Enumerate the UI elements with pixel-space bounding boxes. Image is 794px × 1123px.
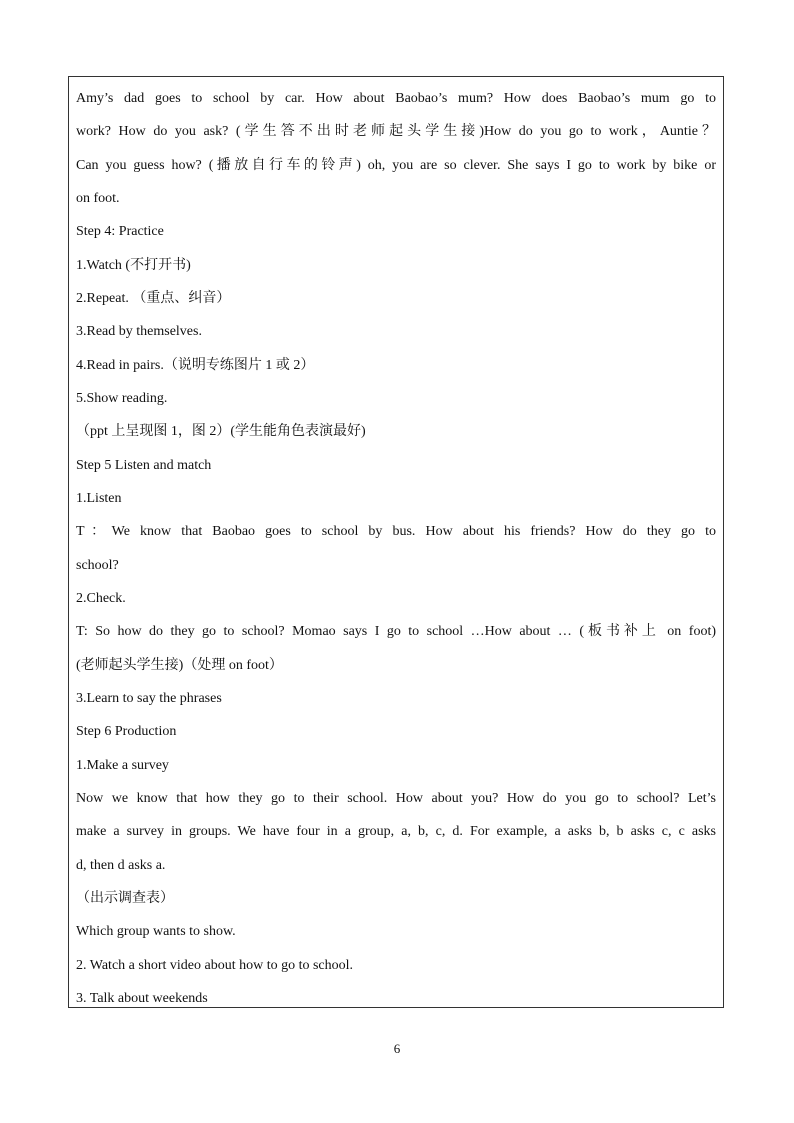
text-line: (老师起头学生接)（处理 on foot） bbox=[76, 658, 283, 673]
text-line: d, then d asks a. bbox=[76, 858, 166, 873]
text-line: make a survey in groups. We have four in a group, a, b, c, d. For example, a asks b, b asks c, c asks bbox=[76, 824, 716, 839]
step-heading: Step 4: Practice bbox=[76, 224, 164, 239]
text-line: 5.Show reading. bbox=[76, 391, 168, 406]
text-line: 1.Listen bbox=[76, 491, 122, 506]
text-line: （出示调查表） bbox=[76, 891, 174, 906]
page-number: 6 bbox=[393, 1041, 401, 1056]
text-line: school? bbox=[76, 558, 119, 573]
text-line: T：We know that Baobao goes to school by bus. How about his friends? How do they go to bbox=[76, 524, 716, 539]
text-line: T: So how do they go to school? Momao says I go to school …How about … (板书补上 on foot) bbox=[76, 624, 716, 639]
lesson-plan-table-cell bbox=[68, 76, 724, 1008]
text-line: 1.Watch (不打开书) bbox=[76, 258, 191, 273]
text-line: 2.Repeat. （重点、纠音） bbox=[76, 291, 231, 306]
step-heading: Step 5 Listen and match bbox=[76, 458, 212, 473]
text-line: 3.Read by themselves. bbox=[76, 324, 202, 339]
text-line: Which group wants to show. bbox=[76, 924, 236, 939]
text-line: 4.Read in pairs.（说明专练图片 1 或 2） bbox=[76, 358, 315, 373]
text-line: 1.Make a survey bbox=[76, 758, 169, 773]
text-line: Amy’s dad goes to school by car. How about Baobao’s mum? How does Baobao’s mum go to bbox=[76, 91, 716, 106]
text-line: 3.Learn to say the phrases bbox=[76, 691, 222, 706]
text-line: （ppt 上呈现图 1，图 2）(学生能角色表演最好) bbox=[76, 424, 366, 439]
text-line: Now we know that how they go to their school. How about you? How do you go to school? Let’s bbox=[76, 791, 716, 806]
step-heading: Step 6 Production bbox=[76, 724, 177, 739]
text-line: on foot. bbox=[76, 191, 120, 206]
text-line: 2. Watch a short video about how to go to school. bbox=[76, 958, 354, 973]
text-line: work? How do you ask? (学生答不出时老师起头学生接)How do you go to work，Auntie？ bbox=[76, 124, 716, 139]
text-line: 3. Talk about weekends bbox=[76, 991, 208, 1006]
text-line: Can you guess how? (播放自行车的铃声) oh, you are so clever. She says I go to work by bike or bbox=[76, 158, 716, 173]
text-line: 2.Check. bbox=[76, 591, 126, 606]
